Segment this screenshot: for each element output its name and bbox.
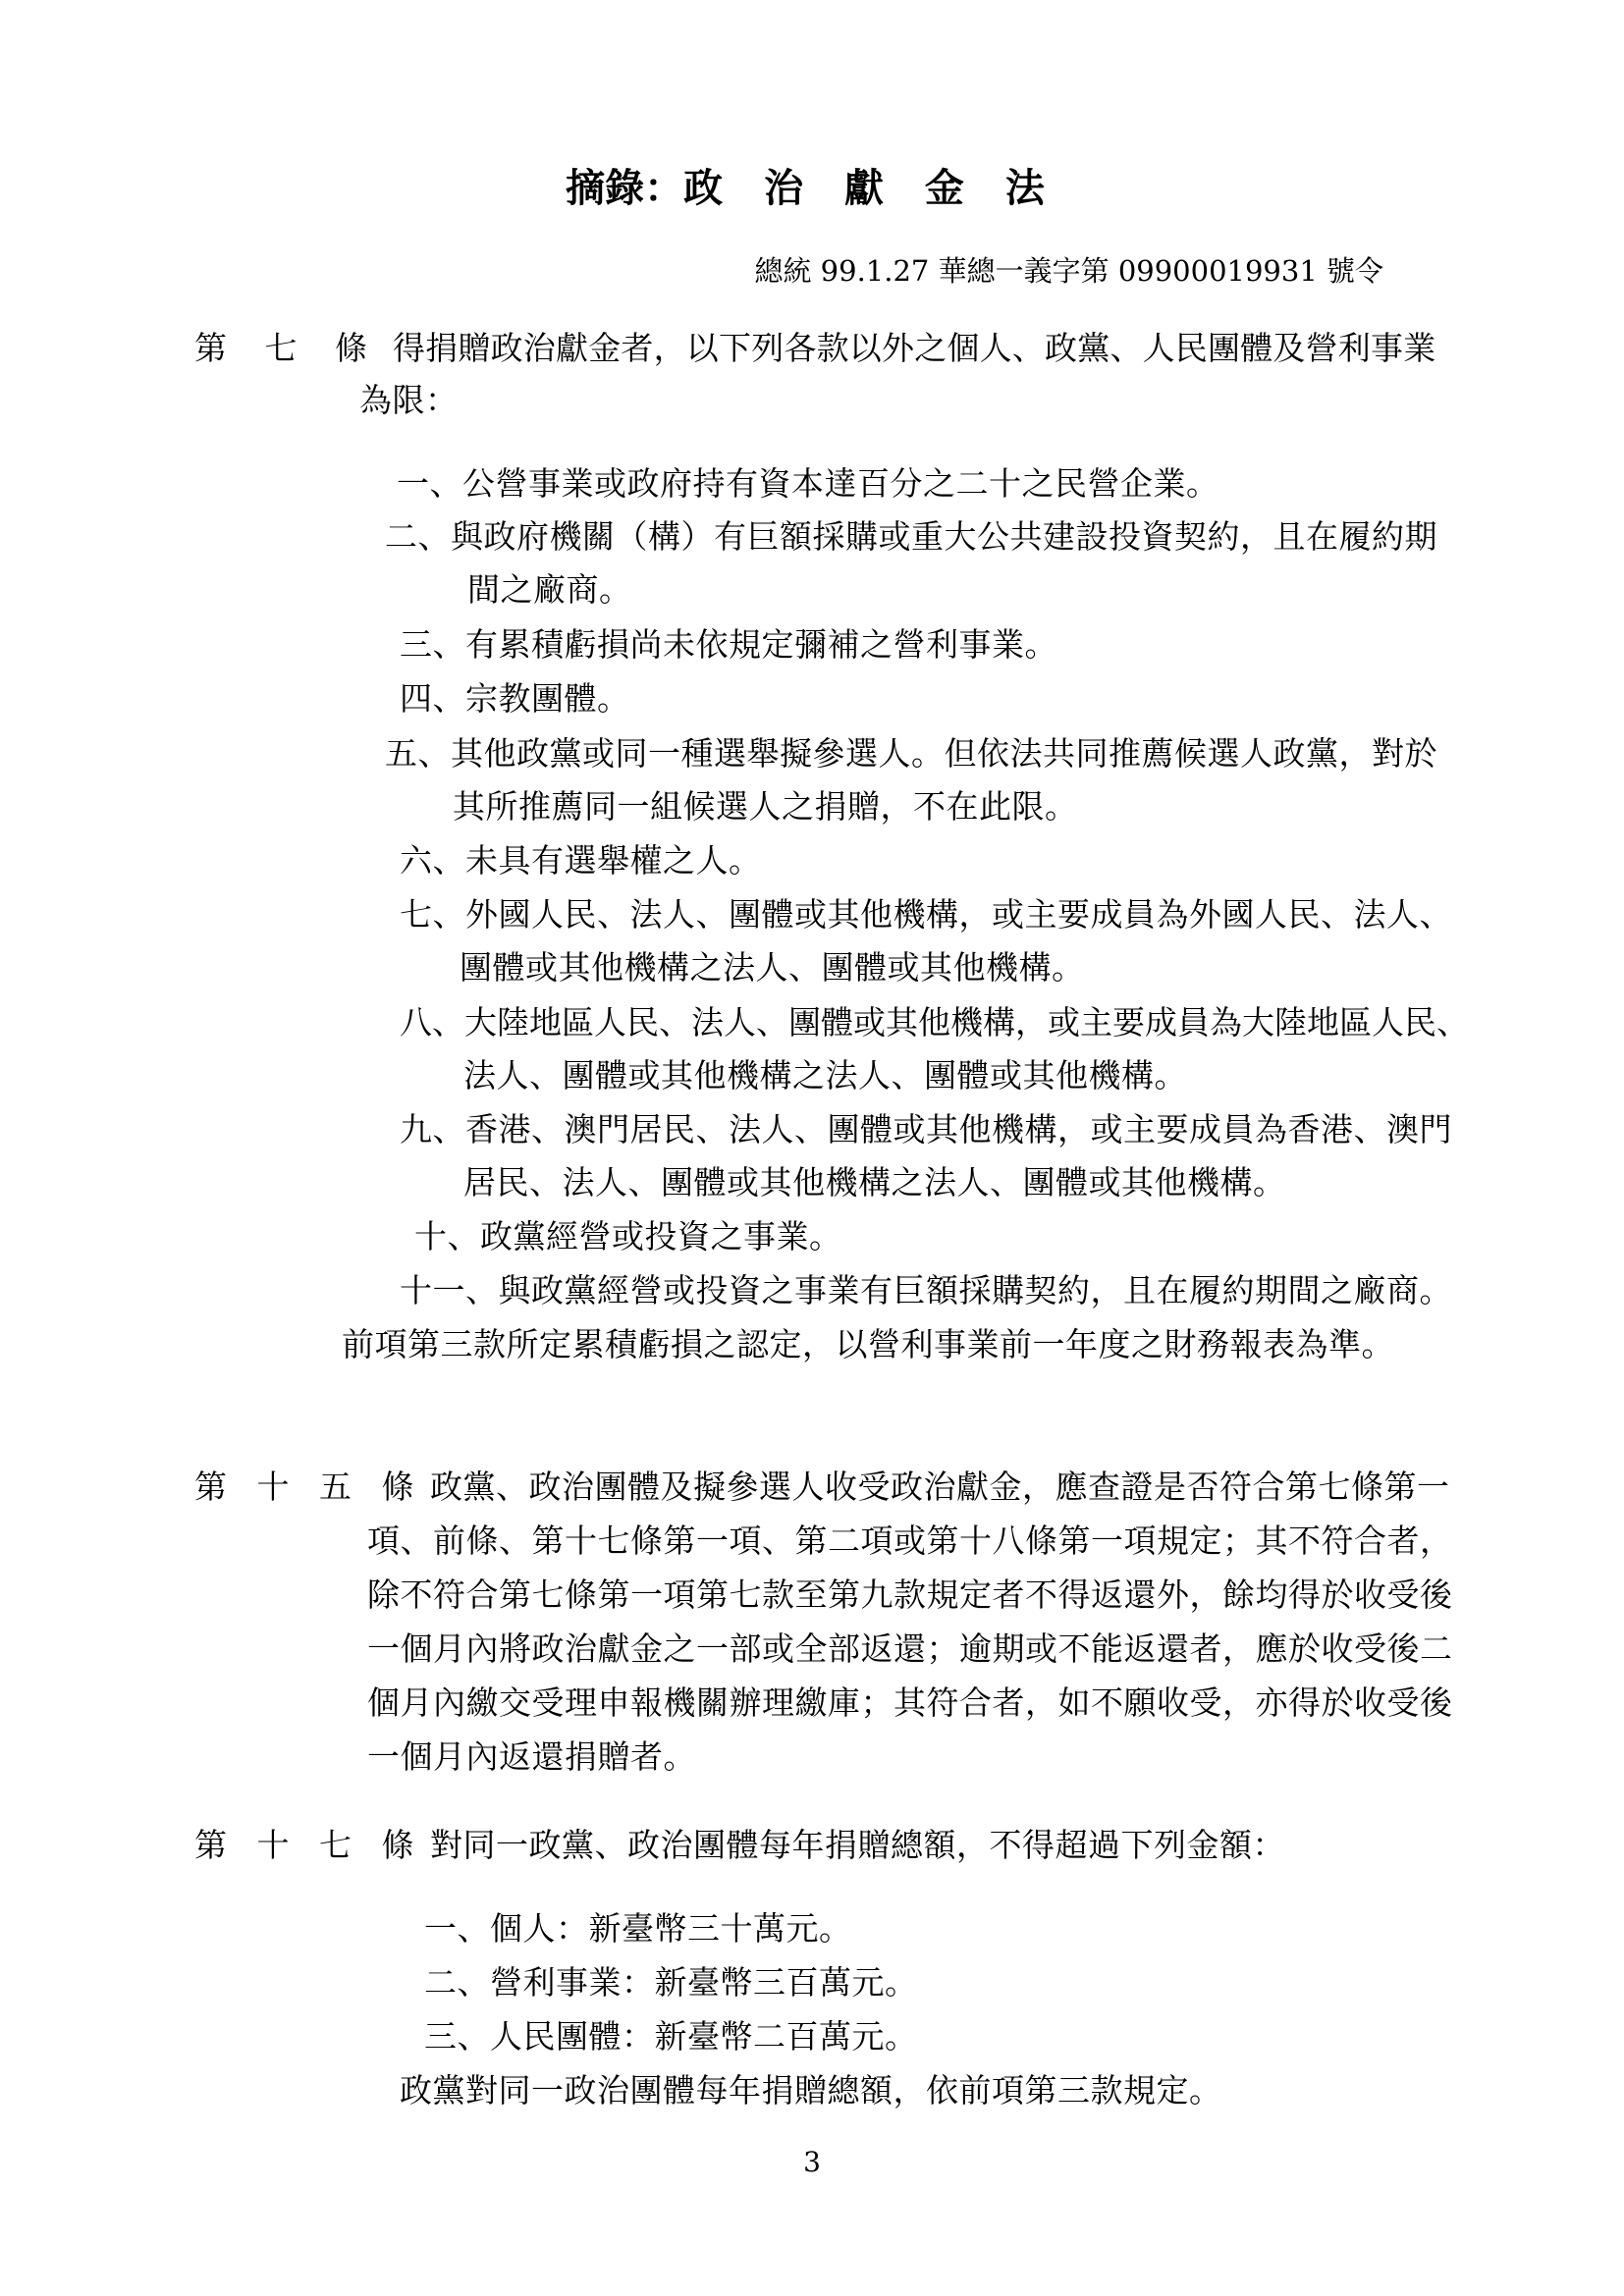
- article-17-paragraph-2: 政黨對同一政治團體每年捐贈總額，依前項第三款規定。: [400, 2071, 1222, 2109]
- decree-reference: 總統 99.1.27 華總一義字第 09900019931 號令: [754, 254, 1383, 288]
- article-7-item-6: 六、未具有選舉權之人。: [400, 841, 762, 880]
- article-17-item-3: 三、人民團體：新臺幣二百萬元。: [424, 2017, 918, 2056]
- article-15-line-3: 除不符合第七條第一項第七款至第九款規定者不得返還外，餘均得於收受後: [367, 1575, 1453, 1614]
- article-7-item-7-cont: 團體或其他機構之法人、團體或其他機構。: [460, 948, 1085, 987]
- article-7-item-2: 二、與政府機關（構）有巨額採購或重大公共建設投資契約，且在履約期: [385, 517, 1437, 556]
- article-7-item-9: 九、香港、澳門居民、法人、團體或其他機構，或主要成員為香港、澳門: [400, 1110, 1452, 1148]
- article-7-item-10: 十、政黨經營或投資之事業。: [414, 1217, 842, 1255]
- article-15-line-6: 一個月內返還捐贈者。: [367, 1737, 696, 1776]
- article-17-label: 第 十 七 條: [194, 1826, 424, 1864]
- article-7-item-7: 七、外國人民、法人、團體或其他機構，或主要成員為外國人民、法人、: [400, 895, 1452, 934]
- article-7-item-1: 一、公營事業或政府持有資本達百分之二十之民營企業。: [397, 464, 1219, 503]
- article-7-item-9-cont: 居民、法人、團體或其他機構之法人、團體或其他機構。: [463, 1163, 1286, 1201]
- page-number: 3: [803, 2146, 821, 2178]
- title-prefix: 摘錄：: [566, 166, 684, 211]
- article-7-item-5: 五、其他政黨或同一種選舉擬參選人。但依法共同推薦候選人政黨，對於: [385, 734, 1437, 773]
- article-15-line-4: 一個月內將政治獻金之一部或全部返還；逾期或不能返還者，應於收受後二: [367, 1629, 1453, 1668]
- article-7-item-2-cont: 間之廠商。: [467, 570, 632, 609]
- article-7-item-5-cont: 其所推薦同一組候選人之捐贈，不在此限。: [453, 787, 1078, 826]
- article-7-item-8-cont: 法人、團體或其他機構之法人、團體或其他機構。: [463, 1056, 1187, 1095]
- document-title: [0, 159, 1624, 218]
- title-law-name: 政 治 獻 金 法: [683, 166, 1058, 211]
- article-7-intro: 得捐贈政治獻金者，以下列各款以外之個人、政黨、人民團體及營利事業: [393, 329, 1436, 367]
- article-17-item-1: 一、個人：新臺幣三十萬元。: [424, 1909, 852, 1948]
- article-7-item-11: 十一、與政黨經營或投資之事業有巨額採購契約，且在履約期間之廠商。: [400, 1271, 1452, 1309]
- article-15-line-5: 個月內繳交受理申報機關辦理繳庫；其符合者，如不願收受，亦得於收受後: [367, 1683, 1453, 1722]
- article-7-intro-cont: 為限：: [359, 381, 459, 419]
- article-7-label: 第 七 條: [194, 329, 381, 367]
- article-7-item-8: 八、大陸地區人民、法人、團體或其他機構，或主要成員為大陸地區人民、: [400, 1003, 1469, 1041]
- article-15-label: 第 十 五 條: [194, 1468, 424, 1506]
- article-17-item-2: 二、營利事業：新臺幣三百萬元。: [424, 1963, 918, 2002]
- article-15-line-1: 政黨、政治團體及擬參選人收受政治獻金，應查證是否符合第七條第一: [430, 1468, 1450, 1506]
- article-7-paragraph-2: 前項第三款所定累積虧損之認定，以營利事業前一年度之財務報表為準。: [342, 1325, 1394, 1363]
- article-15-line-2: 項、前條、第十七條第一項、第二項或第十八條第一項規定；其不符合者，: [367, 1522, 1453, 1560]
- article-7-item-3: 三、有累積虧損尚未依規定彌補之營利事業。: [400, 625, 1057, 664]
- article-17-intro: 對同一政黨、政治團體每年捐贈總額，不得超過下列金額：: [430, 1826, 1285, 1864]
- article-7-item-4: 四、宗教團體。: [400, 679, 630, 718]
